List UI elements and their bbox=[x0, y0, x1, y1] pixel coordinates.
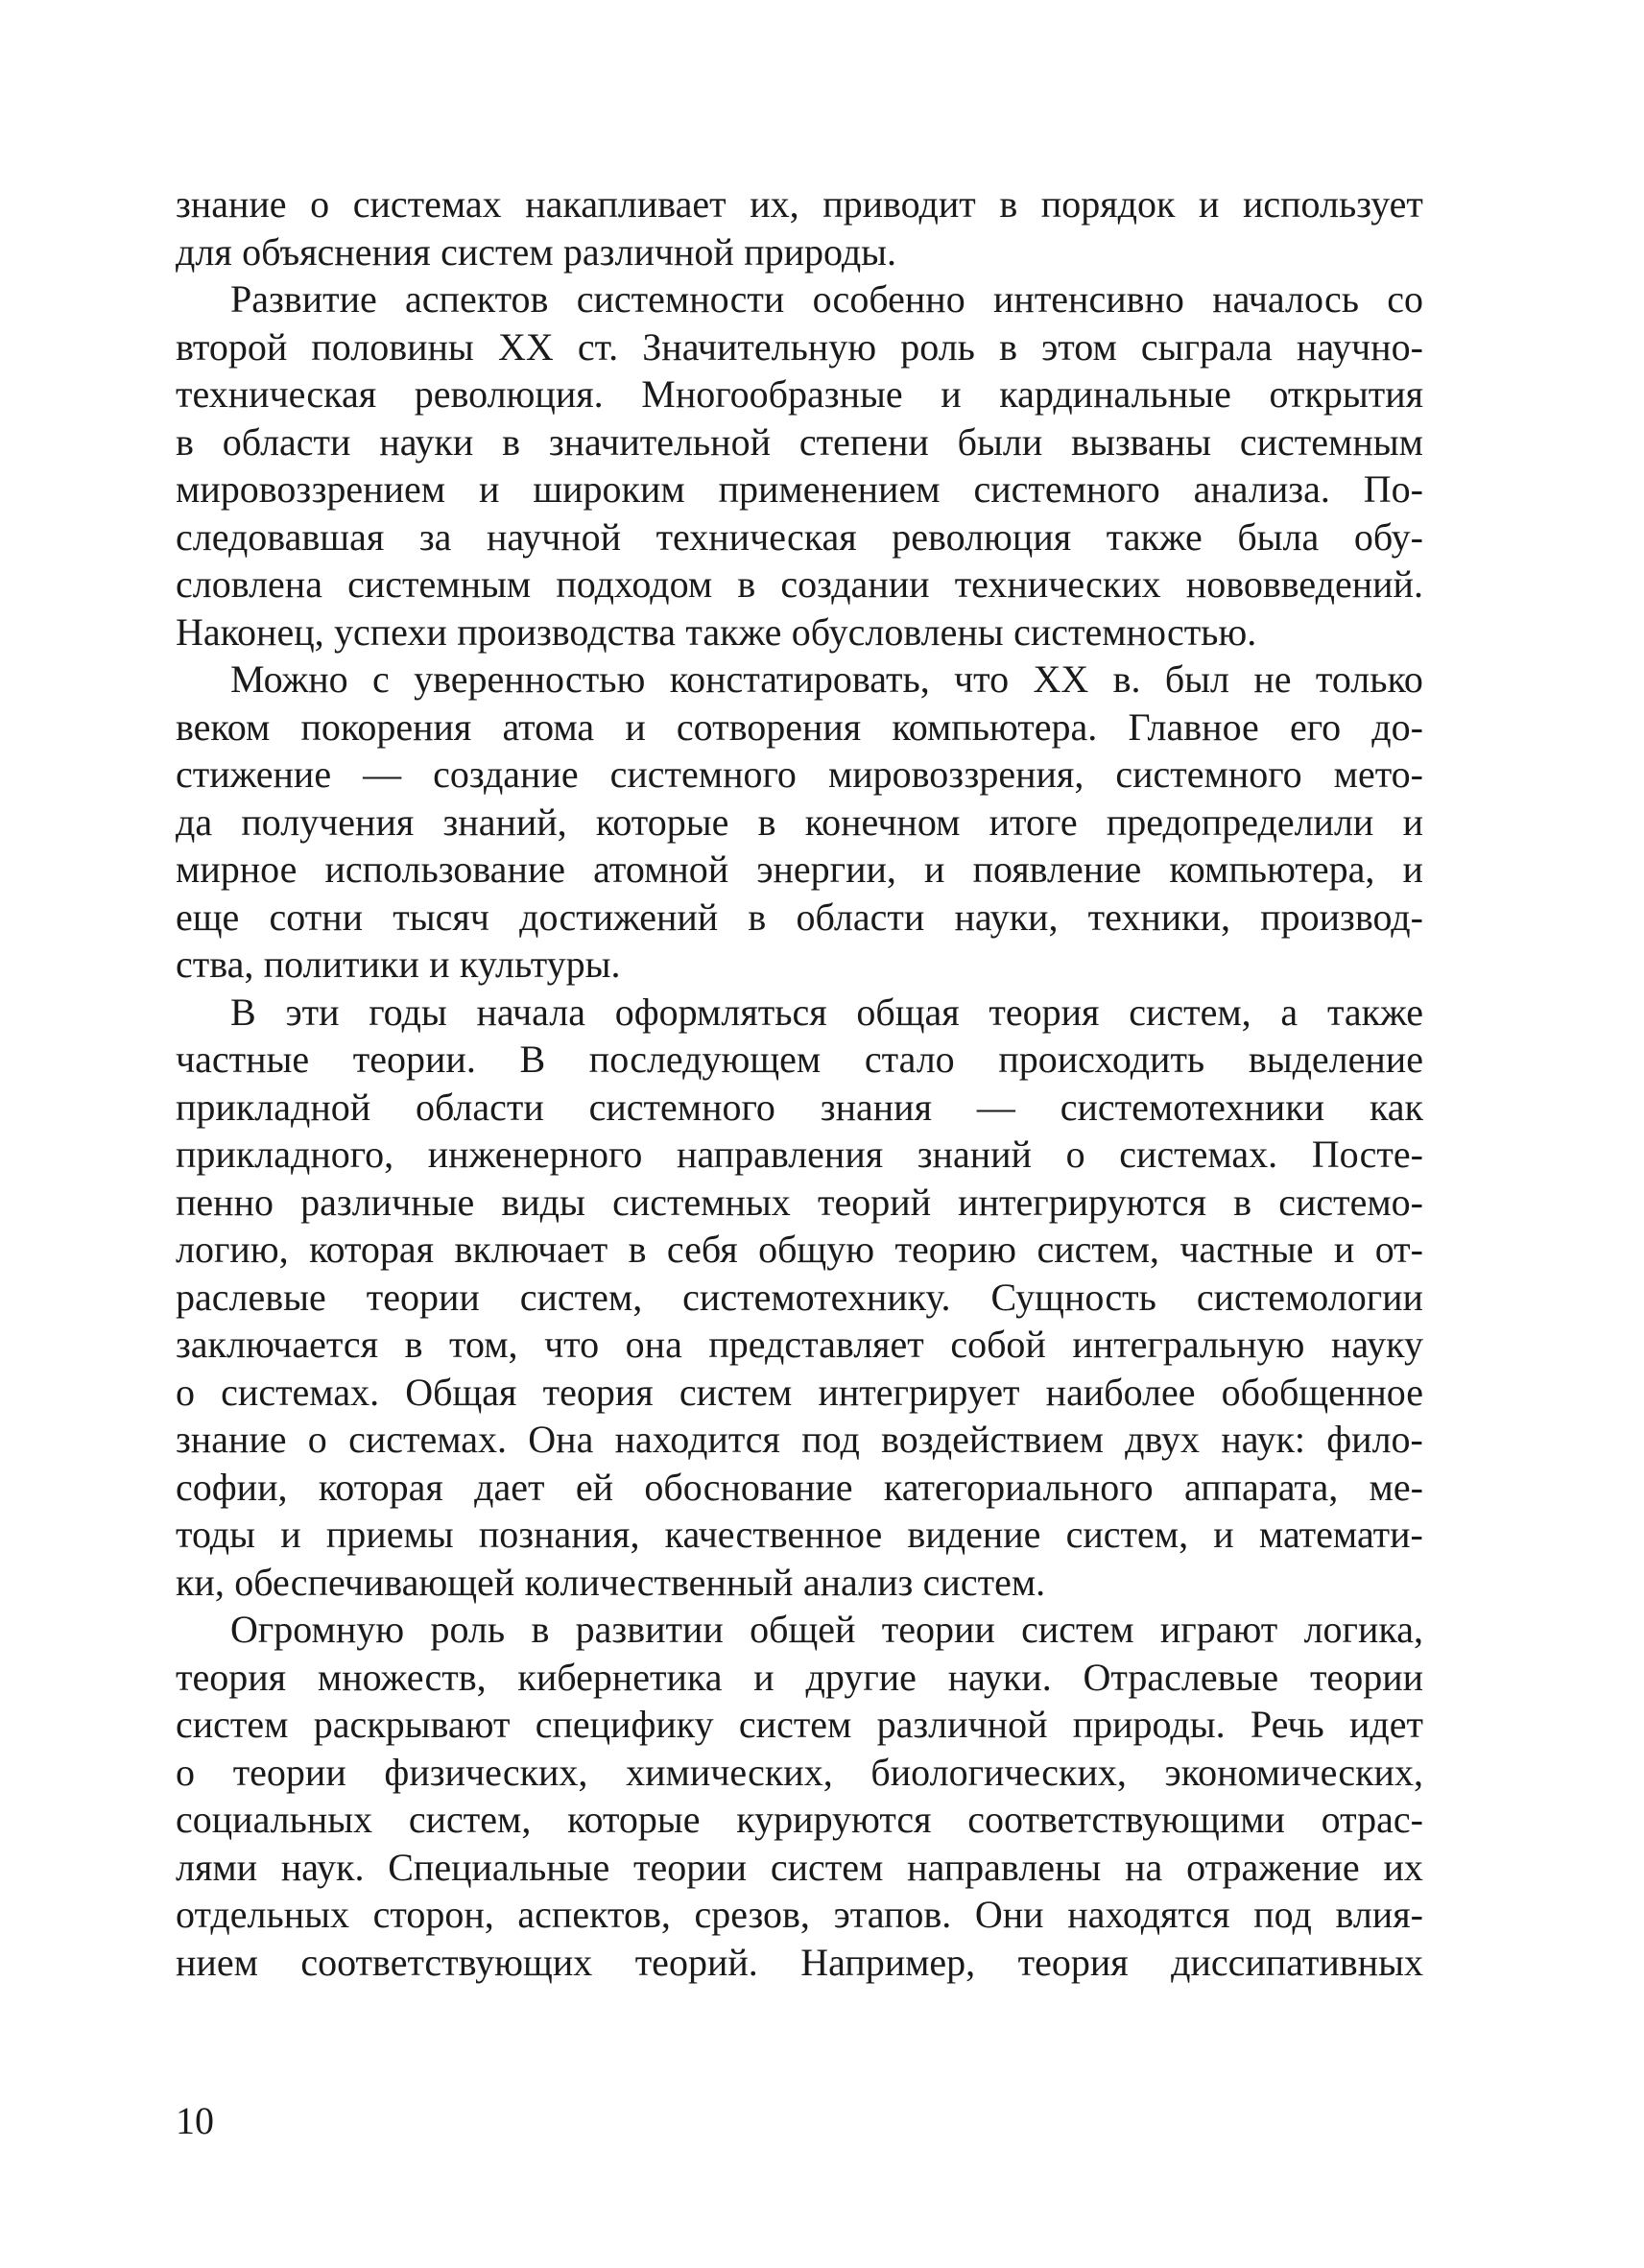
text-line: частные теории. В последующем стало происходить выделение bbox=[176, 1038, 1423, 1081]
text-line: словлена системным подходом в создании технических нововведений. bbox=[176, 562, 1423, 606]
text-line: В эти годы начала оформляться общая теория систем, а также bbox=[230, 990, 1423, 1034]
text-line: отдельных сторон, аспектов, срезов, этапов. Они находятся под влия- bbox=[176, 1893, 1423, 1936]
text-line: теория множеств, кибернетика и другие науки. Отраслевые теории bbox=[176, 1655, 1423, 1699]
text-line: для объяснения систем различной природы. bbox=[176, 229, 897, 274]
text-line: социальных систем, которые курируются соответствующими отрас- bbox=[176, 1798, 1423, 1841]
text-line: о системах. Общая теория систем интегрирует наиболее обобщенное bbox=[176, 1370, 1423, 1414]
text-line: заключается в том, что она представляет собой интегральную науку bbox=[176, 1323, 1423, 1366]
text-line: нием соответствующих теорий. Например, теория диссипативных bbox=[176, 1940, 1423, 1984]
text-line: лями наук. Специальные теории систем направлены на отражение их bbox=[176, 1845, 1423, 1889]
body-text bbox=[176, 180, 1423, 1986]
text-line: стижение — создание системного мировоззрения, системного мето- bbox=[176, 752, 1423, 796]
text-line: прикладной области системного знания — системотехники как bbox=[176, 1085, 1423, 1129]
text-line: систем раскрывают специфику систем различной природы. Речь идет bbox=[176, 1703, 1423, 1746]
text-line: о теории физических, химических, биологических, экономических, bbox=[176, 1750, 1423, 1794]
text-line: пенно различные виды системных теорий интегрируются в системо- bbox=[176, 1180, 1423, 1224]
text-line: Развитие аспектов системности особенно интенсивно началось со bbox=[230, 277, 1423, 321]
text-line: мировоззрением и широким применением системного анализа. По- bbox=[176, 467, 1423, 511]
text-line: ства, политики и культуры. bbox=[176, 943, 621, 986]
text-line: да получения знаний, которые в конечном итоге предопределили и bbox=[176, 800, 1423, 844]
text-line: Наконец, успехи производства также обусловлены системностью. bbox=[176, 609, 1257, 654]
text-line: следовавшая за научной техническая революция также была обу- bbox=[176, 514, 1423, 559]
text-line: знание о системах накапливает их, приводит в порядок и использует bbox=[176, 182, 1423, 226]
text-line: второй половины XX ст. Значительную роль в этом сыграла научно- bbox=[176, 324, 1423, 369]
text-line: в области науки в значительной степени были вызваны системным bbox=[176, 419, 1423, 464]
text-line: тоды и приемы познания, качественное видение систем, и математи- bbox=[176, 1513, 1423, 1556]
text-line: мирное использование атомной энергии, и появление компьютера, и bbox=[176, 848, 1423, 891]
text-line: Огромную роль в развитии общей теории систем играют логика, bbox=[230, 1608, 1423, 1651]
text-line: Можно с уверенностью констатировать, что XX в. был не только bbox=[230, 657, 1423, 701]
text-line: прикладного, инженерного направления знаний о системах. Посте- bbox=[176, 1133, 1423, 1176]
text-line: логию, которая включает в себя общую теорию систем, частные и от- bbox=[176, 1228, 1423, 1271]
page-number: 10 bbox=[176, 2099, 214, 2142]
text-line: софии, которая дает ей обоснование категориального аппарата, ме- bbox=[176, 1465, 1423, 1509]
text-line: техническая революция. Многообразные и кардинальные открытия bbox=[176, 372, 1423, 416]
text-line: веком покорения атома и сотворения компьютера. Главное его до- bbox=[176, 704, 1423, 749]
text-line: еще сотни тысяч достижений в области науки, техники, производ- bbox=[176, 895, 1423, 939]
text-line: знание о системах. Она находится под воздействием двух наук: фило- bbox=[176, 1418, 1423, 1461]
text-line: раслевые теории систем, системотехнику. Сущность системологии bbox=[176, 1275, 1423, 1319]
text-line: ки, обеспечивающей количественный анализ систем. bbox=[176, 1560, 1046, 1604]
